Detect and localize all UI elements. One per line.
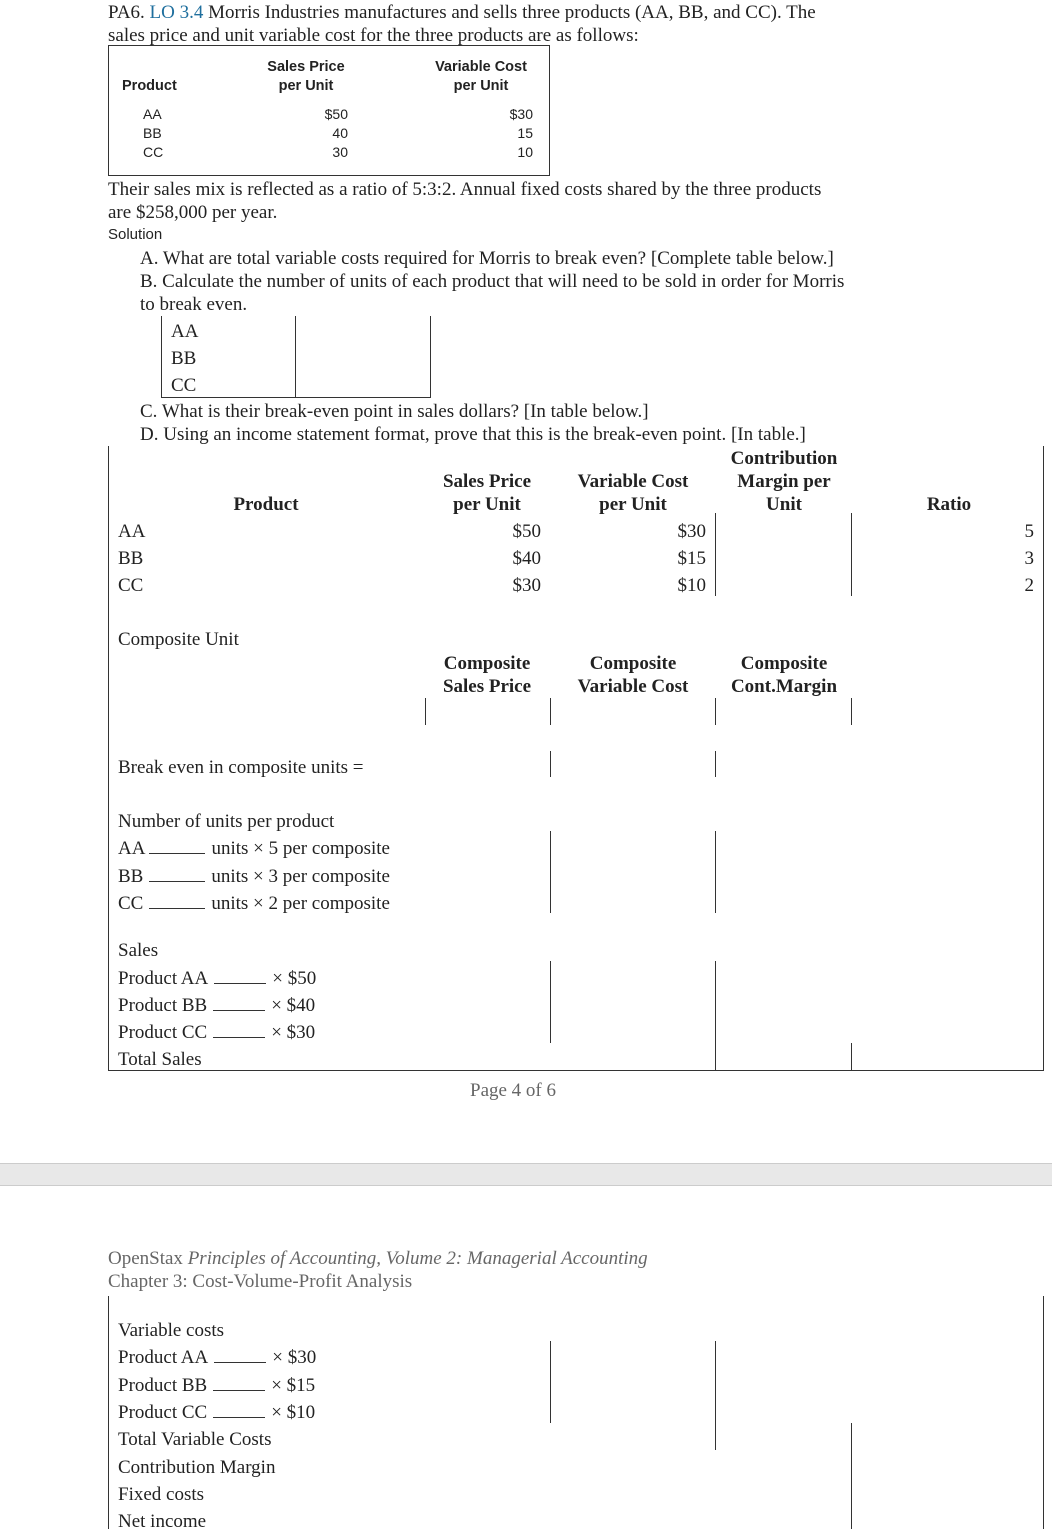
sales-row-label: Product BB [118,995,208,1016]
main-table-left-border [108,446,109,1071]
comp-var-2: Variable Cost [577,676,689,697]
sales-blank[interactable] [214,967,266,984]
answer-row-label: CC [171,375,197,396]
var-row-mult: × $15 [271,1375,316,1396]
answer-table-border [295,316,296,398]
units-title: Number of units per product [118,811,335,832]
var-blank[interactable] [214,1346,266,1363]
sales-blank[interactable] [213,994,265,1011]
var-blank[interactable] [213,1401,265,1418]
hdr-cm-1: Contribution [730,448,838,469]
question-b-cont: to break even. [140,294,248,315]
product-row-sales: $40 [512,548,541,569]
sales-row-mult: × $30 [271,1022,316,1043]
variable-costs-title: Variable costs [118,1320,225,1341]
var-row [118,1374,315,1397]
sales-blank[interactable] [213,1021,265,1038]
product-row-sales: $50 [512,521,541,542]
sales-mix-text-2: are $258,000 per year. [108,202,278,223]
problem-number: PA6. [108,2,145,23]
book-title [108,1247,648,1270]
publisher: OpenStax [108,1248,183,1269]
units-row [118,837,390,860]
var-row-mult: × $10 [271,1402,316,1423]
given-col-sales-1: Sales Price [267,59,345,75]
units-row-product: AA [118,838,146,859]
contribution-margin-label: Contribution Margin [118,1457,276,1478]
product-row-variable: $15 [677,548,706,569]
main-table-bottom-border [108,1070,1043,1071]
given-row-variable: 10 [517,144,533,160]
product-row-name: BB [118,548,144,569]
break-even-label: Break even in composite units = [118,757,364,778]
var-row-label: Product AA [118,1347,209,1368]
answer-row-label: BB [171,348,197,369]
product-row-variable: $10 [677,575,706,596]
var-blank[interactable] [213,1374,265,1391]
given-row-sales: 40 [332,125,348,141]
sales-row-label: Product AA [118,968,209,989]
cell-divider [715,698,716,725]
product-row-sales: $30 [512,575,541,596]
given-col-var-2: per Unit [453,78,509,94]
cell-divider [715,513,716,596]
product-row-ratio: 2 [1024,575,1034,596]
cell-divider [550,831,551,913]
solution-label: Solution [108,226,163,243]
hdr-product: Product [233,494,299,515]
comp-cm-2: Cont.Margin [730,676,838,697]
page-number: Page 4 of 6 [470,1080,557,1101]
given-row-variable: 15 [517,125,533,141]
sales-row-label: Product CC [118,1022,208,1043]
var-row-label: Product BB [118,1375,208,1396]
given-row-product: CC [143,144,164,160]
question-d: D. Using an income statement format, prove that this is the break-even point. [In table.] [140,424,806,445]
product-row-name: AA [118,521,146,542]
answer-table-border [161,316,162,398]
sales-row [118,967,316,990]
comp-sales-2: Sales Price [442,676,532,697]
given-row-sales: $50 [324,106,348,122]
page2-table-left-border [108,1296,109,1529]
units-row [118,892,390,915]
cell-divider [715,961,716,1071]
total-variable-costs-label: Total Variable Costs [118,1429,272,1450]
product-row-ratio: 5 [1024,521,1034,542]
total-sales-label: Total Sales [118,1049,202,1070]
given-row-product: AA [143,106,162,122]
cell-divider [851,513,852,596]
cell-divider [851,1043,852,1071]
product-row-ratio: 3 [1024,548,1034,569]
product-row-name: CC [118,575,144,596]
var-row-mult: × $30 [272,1347,317,1368]
problem-intro-text: Morris Industries manufactures and sells three products (AA, BB, and CC). The [208,2,816,23]
cell-divider [851,698,852,725]
page2-table-right-border [1043,1296,1044,1529]
page-break [0,1163,1052,1186]
sales-row [118,1021,315,1044]
given-row-sales: 30 [332,144,348,160]
learning-objective-link[interactable]: LO 3.4 [149,2,204,23]
units-blank[interactable] [149,892,205,909]
var-row [118,1401,315,1424]
units-row [118,865,390,888]
sales-title: Sales [118,940,159,961]
sales-row [118,994,315,1017]
question-a: A. What are total variable costs required for Morris to break even? [Complete table below.] [140,248,834,269]
cell-divider [715,751,716,777]
var-row-label: Product CC [118,1402,208,1423]
chapter-title: Chapter 3: Cost-Volume-Profit Analysis [108,1271,413,1292]
hdr-sales-2: per Unit [453,494,521,515]
given-row-variable: $30 [509,106,533,122]
cell-divider [715,1341,716,1450]
units-row-text: units × 5 per composite [211,838,390,859]
units-row-product: CC [118,893,144,914]
units-row-text: units × 3 per composite [211,866,390,887]
fixed-costs-label: Fixed costs [118,1484,205,1505]
comp-var-1: Composite [589,653,677,674]
units-row-product: BB [118,866,144,887]
sales-row-mult: × $50 [272,968,317,989]
var-row [118,1346,316,1369]
answer-table-border [161,397,430,398]
hdr-ratio: Ratio [926,494,972,515]
cell-divider [425,698,426,725]
given-col-product: Product [122,78,177,94]
hdr-var-1: Variable Cost [577,471,689,492]
book-name: Principles of Accounting, Volume 2: Managerial Accounting [187,1248,648,1269]
cell-divider [550,698,551,725]
units-row-text: units × 2 per composite [211,893,390,914]
hdr-var-2: per Unit [599,494,667,515]
product-row-variable: $30 [677,521,706,542]
question-c: C. What is their break-even point in sales dollars? [In table below.] [140,401,649,422]
answer-row-label: AA [171,321,199,342]
cell-divider [550,1341,551,1423]
net-income-label: Net income [118,1511,207,1532]
cell-divider [851,1423,852,1529]
main-table-right-border [1043,446,1044,1071]
answer-table-border [430,316,431,398]
cell-divider [550,751,551,777]
given-col-var-1: Variable Cost [435,59,527,75]
sales-row-mult: × $40 [271,995,316,1016]
units-blank[interactable] [149,837,205,854]
hdr-cm-2: Margin per [737,471,831,492]
problem-heading [108,1,816,24]
hdr-cm-3: Unit [766,494,802,515]
sales-mix-text-1: Their sales mix is reflected as a ratio of 5:3:2. Annual fixed costs shared by the three products [108,179,822,200]
cell-divider [550,961,551,1043]
question-b: B. Calculate the number of units of each product that will need to be sold in order for Morris [140,271,845,292]
composite-unit-label: Composite Unit [118,629,239,650]
hdr-sales-1: Sales Price [442,471,532,492]
units-blank[interactable] [149,865,205,882]
cell-divider [715,831,716,913]
problem-intro-line2: sales price and unit variable cost for the three products are as follows: [108,25,639,46]
given-row-product: BB [143,125,162,141]
given-col-sales-2: per Unit [278,78,334,94]
comp-sales-1: Composite [443,653,531,674]
comp-cm-1: Composite [740,653,828,674]
